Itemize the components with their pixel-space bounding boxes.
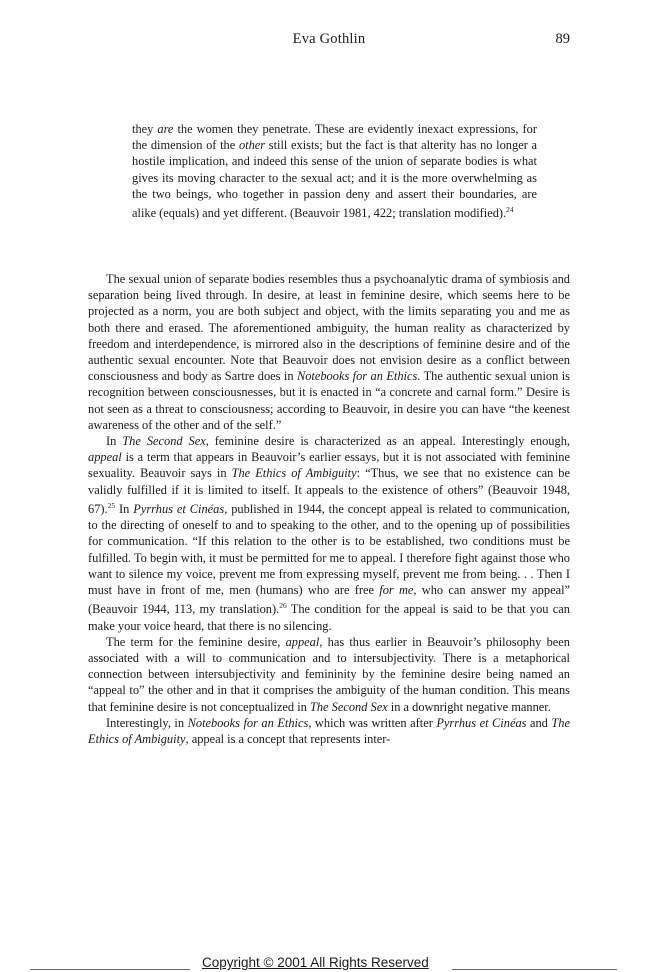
copyright-notice: Copyright © 2001 All Rights Reserved (202, 955, 429, 970)
emphasis: are (157, 122, 174, 136)
text-run: In (115, 501, 134, 516)
text-run: and (526, 715, 552, 730)
paragraph (88, 271, 570, 433)
text-run: In (106, 434, 123, 449)
text-run: . The authentic sexual union is recognition between consciousnesses, but it is enacted in “a concrete and carnal form.” Desire is not seen as a threat to consciousness; according to Beauvoir, in desire you can have “the keenest awareness of the other and of the self.” (88, 369, 570, 432)
text-run: The term for the feminine desire, (106, 634, 286, 649)
book-title: The Ethics of Ambiguity (88, 715, 570, 746)
text-run: , who can answer my appeal” (Beauvoir 1944, 113, my translation). (88, 582, 571, 617)
paragraph (88, 634, 570, 715)
book-title: The Second Sex (122, 434, 206, 449)
emphasis: appeal (88, 450, 122, 465)
book-title: Notebooks for an Ethics (296, 369, 418, 384)
footer (0, 955, 648, 972)
text-run: The sexual union of separate bodies resembles thus a psychoanalytic drama of symbiosis and separation being lived through. In desire, at least in feminine desire, which seems here to be projected as a norm, you are both subject and object, with the limits separating you and me as both there and erased. The aforementioned ambiguity, the human reality as characterized by freedom and interdependence, is mirrored also in the descriptions of feminine desire and of the authentic sexual encounter. Note that Beauvoir does not envision desire as a conflict between consciousness and body as Sartre does in (88, 272, 570, 384)
paragraph (88, 433, 570, 634)
running-header (88, 31, 570, 51)
text-run: in a downright negative manner. (387, 699, 551, 714)
running-head-author: Eva Gothlin (292, 31, 366, 47)
emphasis: for me (379, 582, 414, 597)
text-run: The condition for the appeal is said to be that you can make your voice heard, that there is no silencing. (88, 602, 570, 633)
book-title: Pyrrhus et Cinéas (436, 715, 527, 730)
emphasis: other (238, 138, 266, 153)
book-title: The Ethics of Ambiguity (231, 466, 357, 481)
page-number: 89 (555, 31, 570, 47)
text-run: still exists; but the fact is that alterity has no longer a hostile implication, and indeed this sense of the union of separate bodies is what gives its moving character to the sexual act; and it is the more overwhelming as the two beings, who together in passion deny and assert their boundaries, are alike (equals) and yet different. (Beauvoir 1981, 422; translation modified). (132, 138, 537, 221)
book-title: Pyrrhus et Cinéas (133, 501, 225, 516)
text-run: , has thus earlier in Beauvoir’s philosophy been associated with a will to communication and to intersubjectivity. There is a metaphorical connection between intersubjectivity and femininity by the feminine desire being named an “appeal to” the other and in that it comprises the ambiguity of the human condition. This means that feminine desire is not conceptualized in (88, 634, 570, 714)
body-text (88, 271, 570, 747)
text-run: the women they penetrate. These are evidently inexact expressions, for the dimension of the (132, 122, 537, 153)
text-run: , which was written after (308, 715, 437, 730)
footer-rule (30, 969, 190, 970)
footnote-marker: 26 (279, 601, 287, 611)
footer-rule (452, 969, 617, 970)
footnote-marker: 25 (107, 500, 116, 510)
text-run: Interestingly, in (106, 715, 188, 730)
book-title: Notebooks for an Ethics (187, 715, 309, 730)
text-run: , published in 1944, the concept appeal is related to communication, to the directing of oneself to and to speaking to the other, and to the opening up of possibilities for communication. “If this relation to the other is to be established, two conditions must be fulfilled. To begin with, it must be permitted for me to appeal. I therefore fight against those who want to silence my voice, prevent me from expressing myself, prevent me from being. . . Then I must have in front of me, men (humans) who are free (88, 501, 570, 597)
text-run: they (132, 122, 158, 136)
paragraph (88, 715, 570, 747)
book-title: The Second Sex (309, 699, 388, 714)
text-run: is a term that appears in Beauvoir’s earlier essays, but it is not associated with feminine sexuality. Beauvoir says in (88, 450, 570, 481)
text-run: : “Thus, we see that no existence can be validly fulfilled if it is limited to itself. It appeals to the existence of others” (Beauvoir 1948, 67). (88, 466, 571, 516)
text-run: , appeal is a concept that represents inter- (185, 731, 391, 746)
text-run: , feminine desire is characterized as an appeal. Interestingly enough, (205, 434, 570, 449)
block-quote (132, 121, 537, 221)
emphasis: appeal (285, 634, 320, 649)
footnote-marker: 24 (506, 205, 514, 215)
